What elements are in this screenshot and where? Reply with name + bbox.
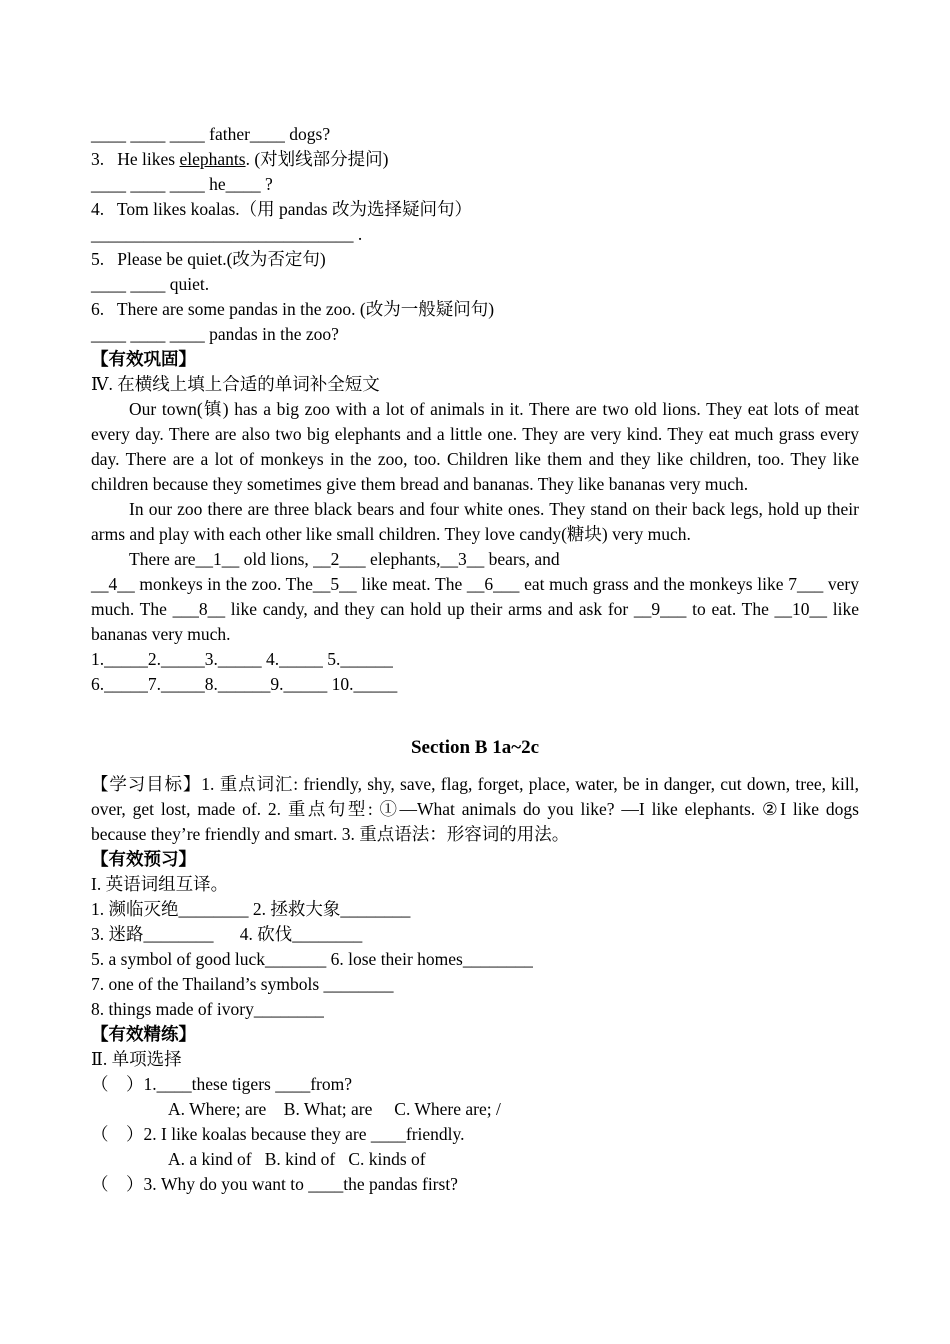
preview-item: 5. a symbol of good luck_______ 6. lose their homes________ xyxy=(91,949,533,969)
answer-blanks-1: 1._____2._____3._____ 4._____ 5.______ xyxy=(91,649,393,669)
choice-options-1: A. Where; are B. What; are C. Where are; / xyxy=(168,1099,501,1119)
choice-question-2: （ ）2. I like koalas because they are ____friendly. xyxy=(91,1124,465,1144)
summary-paragraph: __4__ monkeys in the zoo. The__5__ like meat. The __6___ eat much grass and the monkeys like 7___ very much. The ___8__ like candy, and they can hold up their arms and ask for __9___ to eat. The __10__ like bananas very much. xyxy=(91,574,859,644)
choice-question-3: （ ）3. Why do you want to ____the pandas first? xyxy=(91,1174,458,1194)
fill-line: ____ ____ ____ father____ dogs? xyxy=(91,124,331,144)
practice-instruction: Ⅱ. 单项选择 xyxy=(91,1049,182,1069)
fill-line: ____ ____ ____ pandas in the zoo? xyxy=(91,324,339,344)
fill-line: ______________________________ . xyxy=(91,224,363,244)
practice-heading: 【有效精练】 xyxy=(91,1024,196,1044)
underlined-word: elephants xyxy=(179,149,246,169)
summary-line-1: There are__1__ old lions, __2___ elephants,__3__ bears, and xyxy=(129,549,560,569)
choice-question-1: （ ）1.____these tigers ____from? xyxy=(91,1074,352,1094)
passage-paragraph-1: Our town(镇) has a big zoo with a lot of animals in it. There are two old lions. They eat lots of meat every day. There are also two big elephants and a little one. They are very kind. They eat much grass every day. There are a lot of monkeys in the zoo, too. Children like them and they like children, too. They like children because they sometimes give them bread and bananas. They like bananas very much. xyxy=(91,399,859,494)
preview-heading: 【有效预习】 xyxy=(91,849,196,869)
question-6: 6. There are some pandas in the zoo. (改为一般疑问句) xyxy=(91,299,495,319)
question-4: 4. Tom likes koalas.（用 pandas 改为选择疑问句） xyxy=(91,199,472,219)
answer-blanks-2: 6._____7._____8.______9._____ 10._____ xyxy=(91,674,398,694)
section-title: Section B 1a~2c xyxy=(410,737,540,758)
question-5: 5. Please be quiet.(改为否定句) xyxy=(91,249,326,269)
question-3: 3. He likes elephants. (对划线部分提问) xyxy=(91,149,389,169)
learning-goals: 【学习目标】1. 重点词汇: friendly, shy, save, flag, forget, place, water, be in danger, cut down, tree, kill, over, get lost, made of. 2. 重点句型: ①—What animals do you like? —I like elephants. ②I like dogs because they’re friendly and smart. 3. 重点语法：形容词的用法。 xyxy=(91,774,859,844)
fill-line: ____ ____ quiet. xyxy=(91,274,210,294)
preview-instruction: I. 英语词组互译。 xyxy=(91,874,229,894)
document-page xyxy=(91,122,859,1197)
preview-item: 1. 濒临灭绝________ 2. 拯救大象________ xyxy=(91,899,411,919)
preview-item: 3. 迷路________ 4. 砍伐________ xyxy=(91,924,363,944)
preview-item: 8. things made of ivory________ xyxy=(91,999,324,1019)
consolidate-instruction: Ⅳ. 在横线上填上合适的单词补全短文 xyxy=(91,374,380,394)
choice-options-2: A. a kind of B. kind of C. kinds of xyxy=(168,1149,426,1169)
consolidate-heading: 【有效巩固】 xyxy=(91,349,196,369)
fill-line: ____ ____ ____ he____ ? xyxy=(91,174,273,194)
preview-item: 7. one of the Thailand’s symbols ________ xyxy=(91,974,394,994)
passage-paragraph-2: In our zoo there are three black bears and four white ones. They stand on their back legs, hold up their arms and play with each other like small children. They love candy(糖块) very much. xyxy=(91,499,859,544)
